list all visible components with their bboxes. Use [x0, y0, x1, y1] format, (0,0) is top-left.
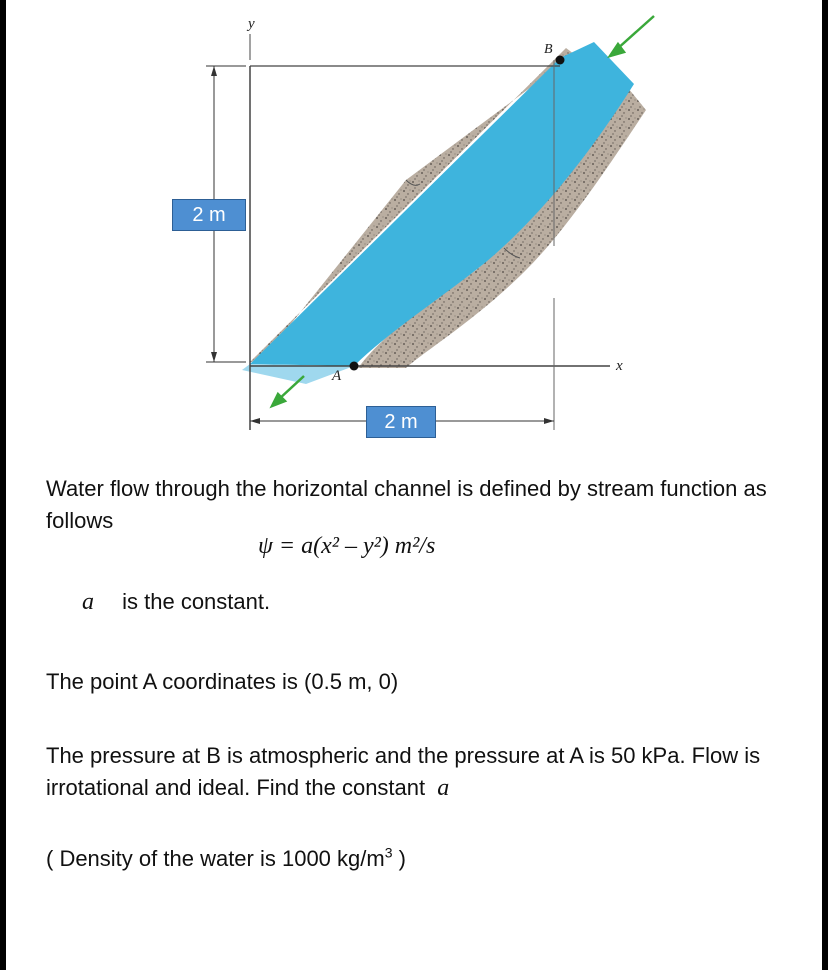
- point-a-label: A: [332, 368, 342, 384]
- density-prefix: ( Density of the water is 1000 kg/m: [46, 846, 385, 871]
- point-b-label: B: [544, 42, 553, 57]
- horizontal-dimension-label: 2 m: [366, 406, 436, 438]
- pressure-text: The pressure at B is atmospheric and the pressure at A is 50 kPa. Flow is irrotational and ideal. Find the constant: [46, 743, 761, 800]
- channel-diagram: [6, 0, 822, 450]
- page: [6, 0, 822, 970]
- y-axis-label: y: [248, 16, 255, 32]
- inflow-arrow: [610, 16, 654, 56]
- pressure-variable: a: [437, 775, 450, 801]
- vertical-dimension-label: 2 m: [172, 199, 246, 231]
- density-suffix: ): [392, 846, 406, 871]
- density-exponent: 3: [384, 844, 393, 861]
- constant-text: is the constant.: [122, 589, 271, 614]
- pressure-statement: [46, 740, 806, 804]
- point-b-dot: [556, 56, 565, 65]
- problem-intro: Water flow through the horizontal channel is defined by stream function as follows: [46, 476, 767, 533]
- density-note: [46, 843, 406, 875]
- point-a-dot: [350, 362, 359, 371]
- constant-symbol: a: [82, 589, 94, 615]
- point-a-coordinates: The point A coordinates is (0.5 m, 0): [46, 669, 399, 694]
- channel-figure: [6, 0, 822, 450]
- x-axis-label: x: [616, 358, 623, 374]
- outflow-arrow: [272, 376, 304, 406]
- stream-function-equation: ψ = a(x² – y²) m²/s: [258, 533, 436, 559]
- constant-definition: [82, 589, 270, 616]
